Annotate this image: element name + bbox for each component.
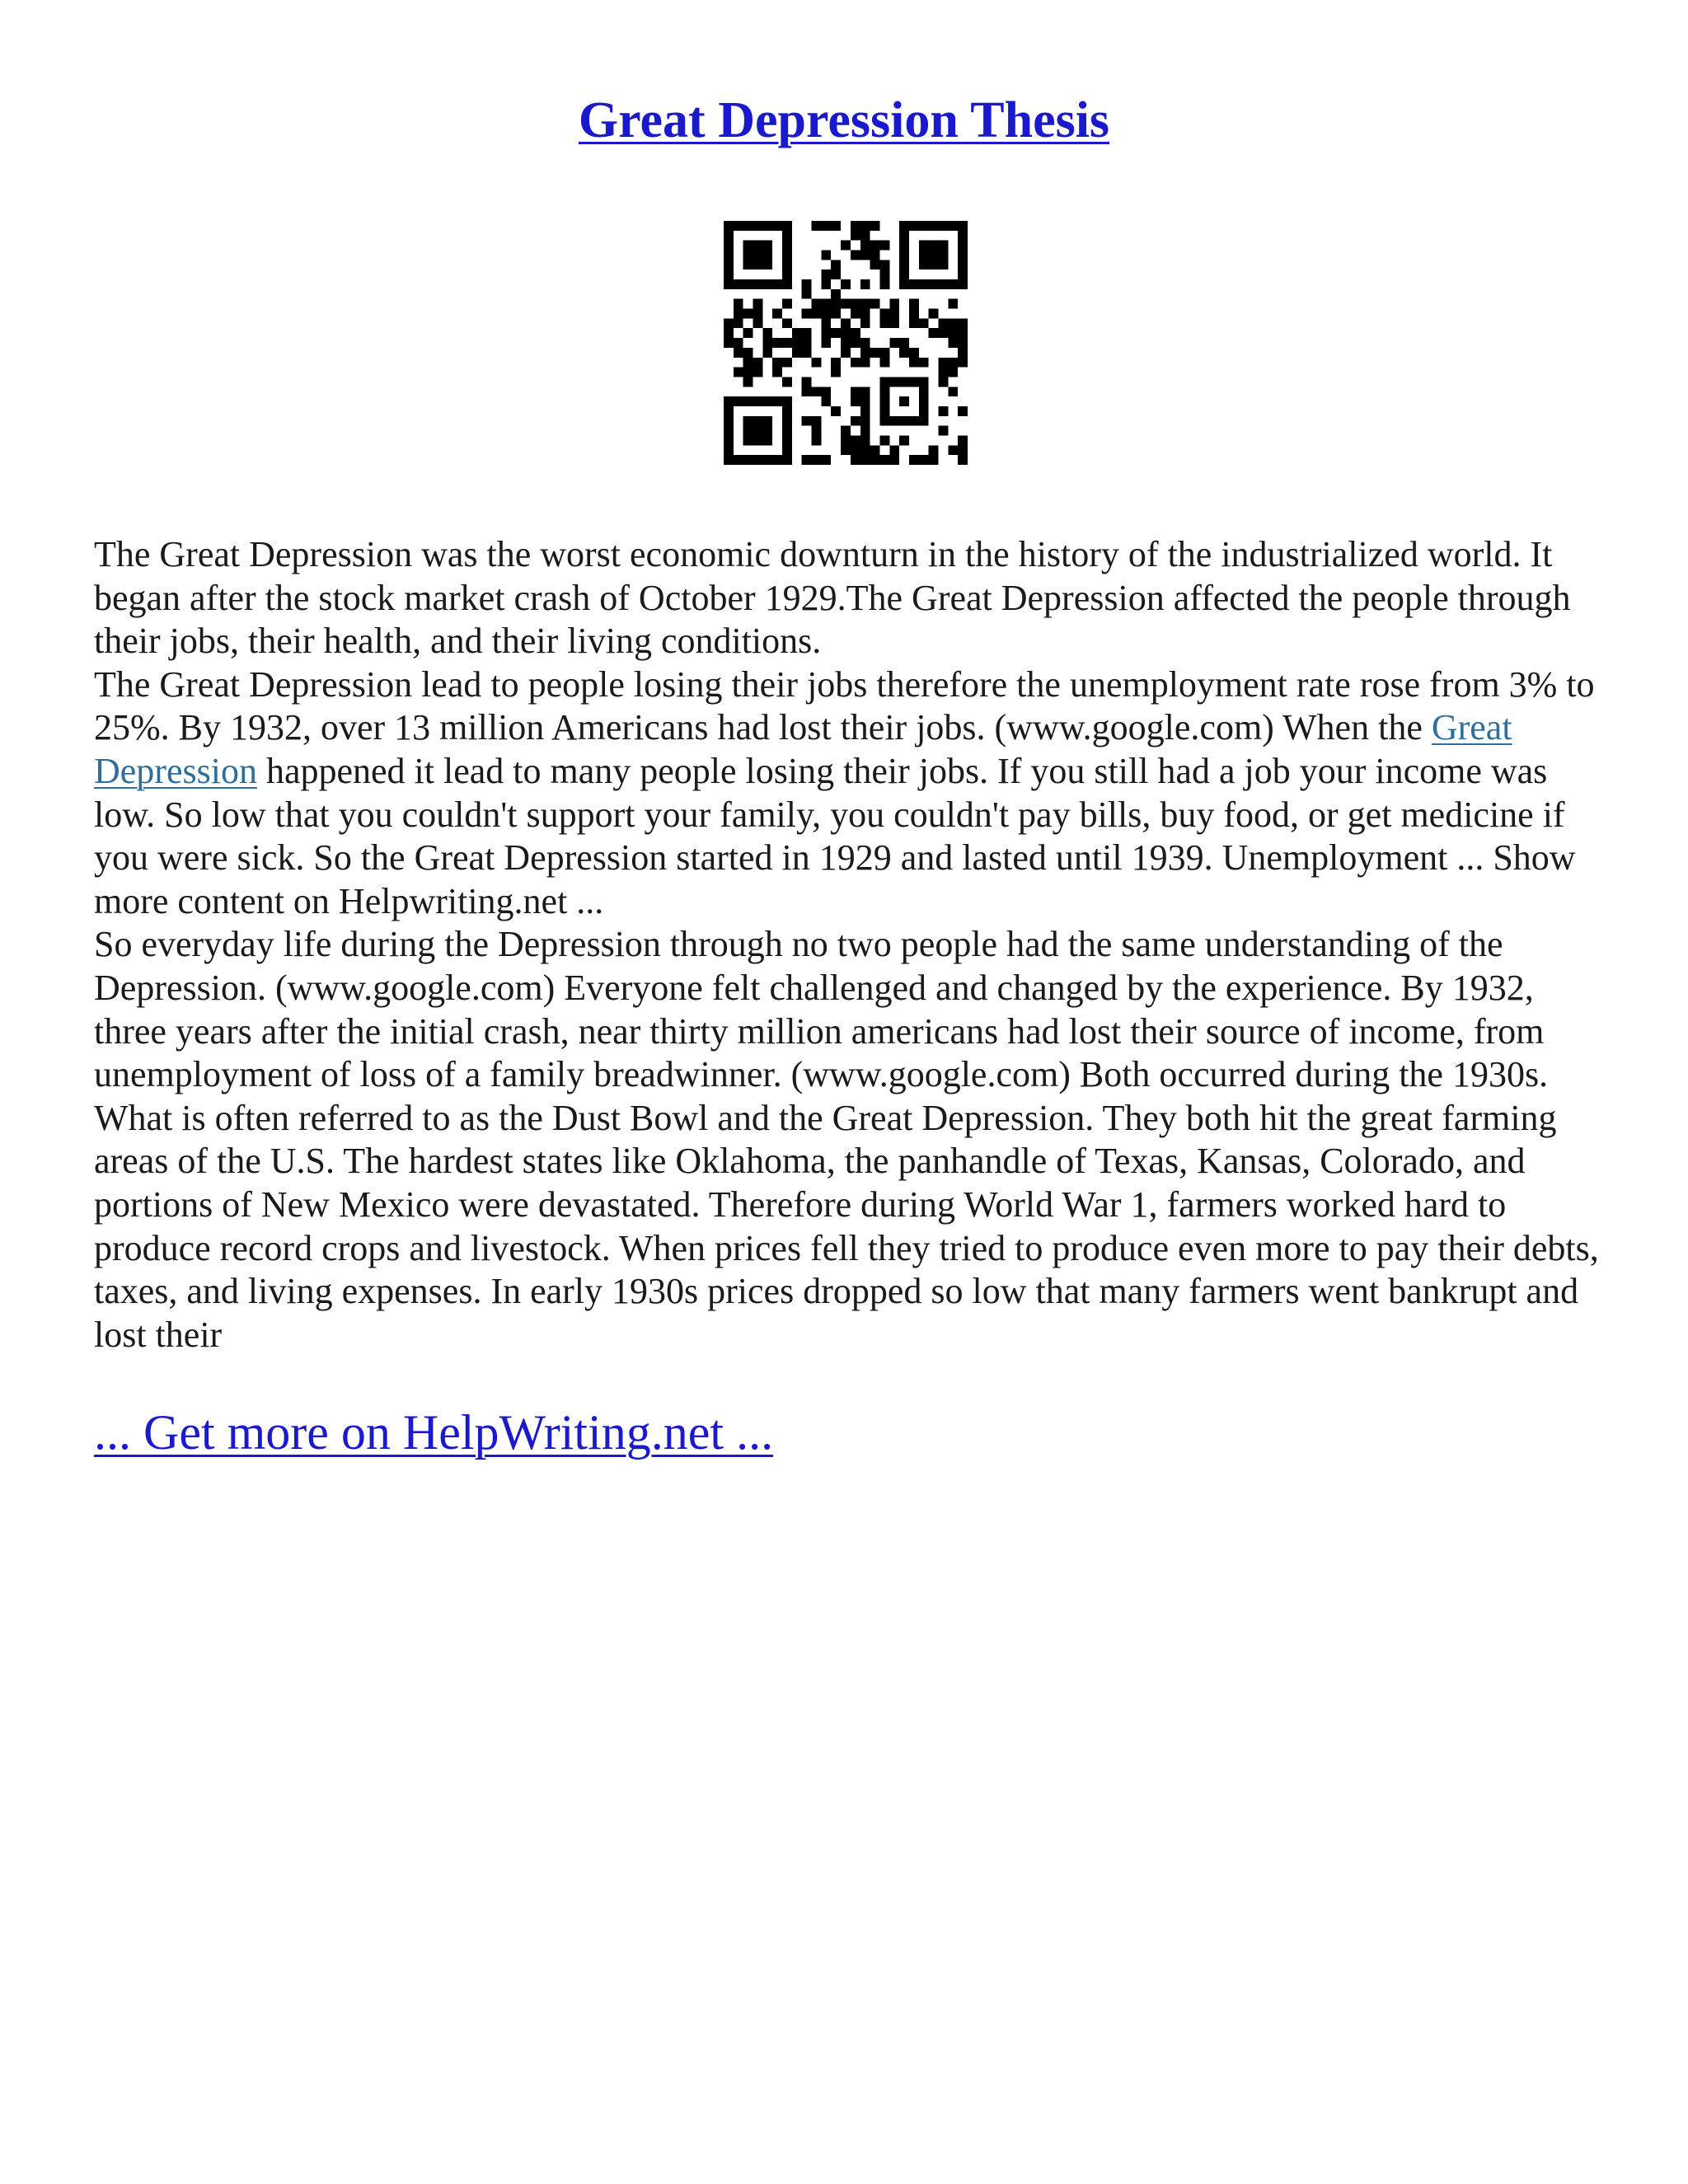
- great-depression-link[interactable]: Great Depression: [94, 707, 1512, 791]
- get-more-section: [94, 1403, 773, 1462]
- paragraph-3: So everyday life during the Depression through no two people had the same understanding of the Depression. (www.google.com) Everyone felt challenged and changed by the experience. By 1932, three years after the initial crash, near thirty million americans had lost their source of income, from unemployment of loss of a family breadwinner. (www.google.com) Both occurred during the 1930s. What is often referred to as the Dust Bowl and the Great Depression. They both hit the great farming areas of the U.S. The hardest states like Oklahoma, the panhandle of Texas, Kansas, Colorado, and portions of New Mexico were devastated. Therefore during World War 1, farmers worked hard to produce record crops and livestock. When prices fell they tried to produce even more to pay their debts, taxes, and living expenses. In early 1930s prices dropped so low that many farmers went bankrupt and lost their: [94, 924, 1599, 1355]
- paragraph-2-text-start: The Great Depression lead to people losing their jobs therefore the unemployment rate rose from 3% to 25%. By 1932, over 13 million Americans had lost their jobs. (www.google.com) When the: [94, 663, 1595, 748]
- get-more-link[interactable]: ... Get more on HelpWriting.net ...: [94, 1405, 774, 1460]
- paragraph-1: The Great Depression was the worst economic downturn in the history of the industrialized world. It began after the stock market crash of October 1929.The Great Depression affected the people through their jobs, their health, and their living conditions.: [94, 534, 1571, 662]
- paragraph-2-text-end: happened it lead to many people losing their jobs. If you still had a job your income was low. So low that you couldn't support your family, you couldn't pay bills, buy food, or get medicine if you were sick. So the Great Depression started in 1929 and lasted until 1939. Unemployment ... Show more content on Helpwriting.net ...: [94, 750, 1576, 921]
- title-link[interactable]: Great Depression Thesis: [578, 92, 1110, 148]
- paragraph-2: [94, 663, 1602, 924]
- qr-code-icon: [724, 221, 968, 465]
- page-title: [0, 89, 1688, 152]
- article-body: [94, 533, 1602, 1357]
